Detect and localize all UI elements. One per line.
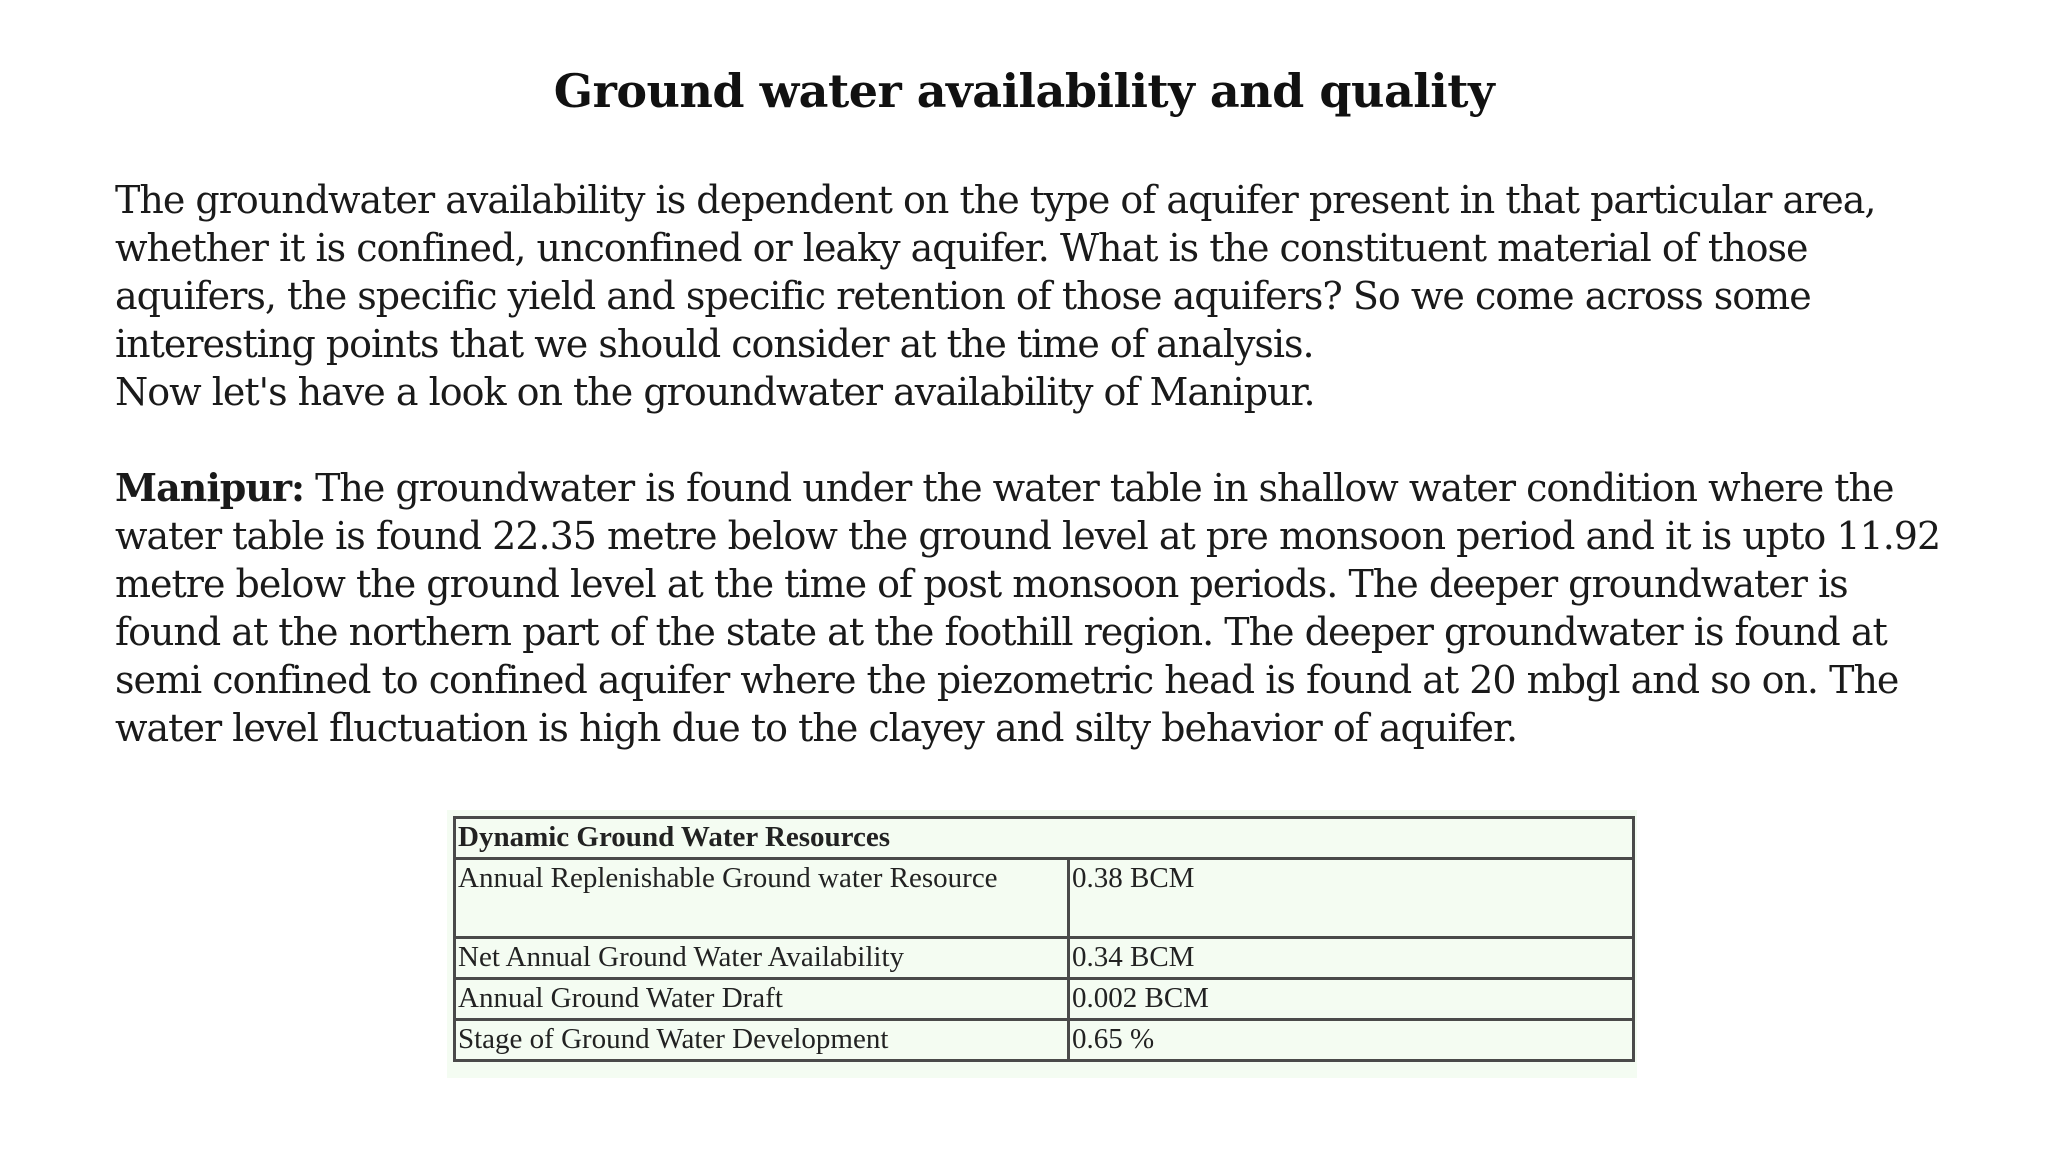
table-cell-value: 0.34 BCM bbox=[1069, 938, 1634, 979]
table-cell-label: Net Annual Ground Water Availability bbox=[455, 938, 1069, 979]
table-cell-label: Stage of Ground Water Development bbox=[455, 1020, 1069, 1061]
table-row bbox=[455, 859, 1634, 938]
manipur-text: The groundwater is found under the water table in shallow water condition where the water table is found 22.35 metre below the ground level at pre monsoon period and it is upto 11.92 metre below the ground level at the time of post monsoon periods. The deeper groundwater is found at the northern part of the state at the foothill region. The deeper groundwater is found at semi confined to confined aquifer where the piezometric head is found at 20 mbgl and so on. The water level fluctuation is high due to the clayey and silty behavior of aquifer. bbox=[115, 466, 1941, 750]
table-row bbox=[455, 979, 1634, 1020]
resources-table-image bbox=[447, 810, 1637, 1078]
table-cell-label: Annual Replenishable Ground water Resource bbox=[455, 859, 1069, 938]
intro-follow-up: Now let's have a look on the groundwater availability of Manipur. bbox=[115, 370, 1315, 414]
table-header-row bbox=[455, 818, 1634, 859]
table-cell-label: Annual Ground Water Draft bbox=[455, 979, 1069, 1020]
table-cell-value: 0.002 BCM bbox=[1069, 979, 1634, 1020]
manipur-paragraph bbox=[115, 464, 1945, 752]
resources-table bbox=[453, 816, 1635, 1062]
table-row bbox=[455, 1020, 1634, 1061]
table-header: Dynamic Ground Water Resources bbox=[455, 818, 1634, 859]
table-cell-value: 0.65 % bbox=[1069, 1020, 1634, 1061]
table-cell-value: 0.38 BCM bbox=[1069, 859, 1634, 938]
intro-text: The groundwater availability is dependent on the type of aquifer present in that particular area, whether it is confined, unconfined or leaky aquifer. What is the constituent material of those aquifers, the specific yield and specific retention of those aquifers? So we come across some interesting points that we should consider at the time of analysis. bbox=[115, 178, 1876, 366]
table-row bbox=[455, 938, 1634, 979]
manipur-label: Manipur: bbox=[115, 465, 304, 510]
intro-paragraph bbox=[115, 176, 1945, 416]
page-title: Ground water availability and quality bbox=[553, 64, 1495, 118]
